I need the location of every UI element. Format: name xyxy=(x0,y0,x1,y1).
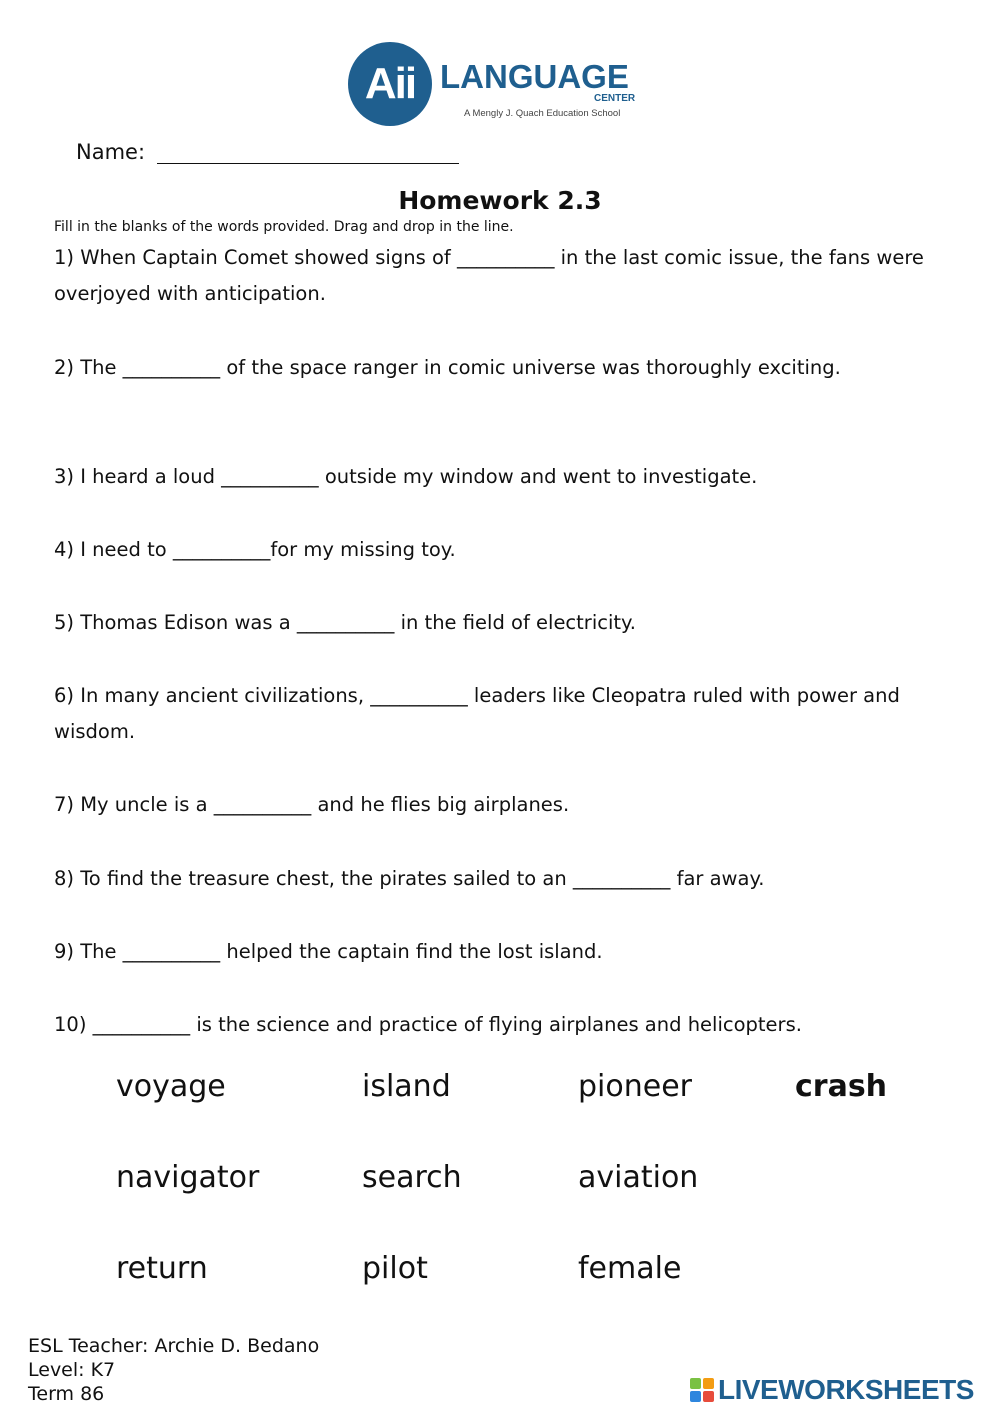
question-7[interactable]: 7) My uncle is a __________ and he flies big airplanes. xyxy=(54,793,570,816)
word-return[interactable]: return xyxy=(116,1251,208,1286)
logo-subtext: CENTER xyxy=(594,93,636,104)
question-2[interactable]: 2) The __________ of the space ranger in comic universe was thoroughly exciting. xyxy=(54,356,841,379)
question-5[interactable]: 5) Thomas Edison was a __________ in the field of electricity. xyxy=(54,611,636,634)
word-female[interactable]: female xyxy=(578,1251,682,1286)
liveworksheets-brand xyxy=(690,1374,974,1406)
question-1[interactable]: 1) When Captain Comet showed signs of __________ in the last comic issue, the fans were overjoyed with anticipation. xyxy=(54,246,924,305)
question-9[interactable]: 9) The __________ helped the captain find the lost island. xyxy=(54,940,603,963)
word-crash[interactable]: crash xyxy=(795,1069,888,1104)
word-navigator[interactable]: navigator xyxy=(116,1160,260,1195)
question-8[interactable]: 8) To find the treasure chest, the pirates sailed to an __________ far away. xyxy=(54,867,765,890)
liveworksheets-icon xyxy=(690,1378,714,1402)
page-title: Homework 2.3 xyxy=(398,186,602,215)
logo-wordmark: LANGUAGE xyxy=(440,58,629,95)
word-island[interactable]: island xyxy=(362,1069,451,1104)
logo-mark: Aii xyxy=(364,59,416,108)
name-row xyxy=(76,140,459,164)
liveworksheets-wordmark: LIVEWORKSHEETS xyxy=(718,1374,974,1405)
logo-tagline: A Mengly J. Quach Education School xyxy=(464,108,621,119)
logo xyxy=(348,42,638,132)
logo-badge xyxy=(348,42,432,126)
teacher-label: ESL Teacher: Archie D. Bedano xyxy=(28,1335,320,1357)
term-label: Term 86 xyxy=(28,1383,105,1405)
word-pioneer[interactable]: pioneer xyxy=(578,1069,692,1104)
name-label: Name: xyxy=(76,140,146,164)
word-aviation[interactable]: aviation xyxy=(578,1160,699,1195)
question-4[interactable]: 4) I need to __________for my missing toy. xyxy=(54,538,456,561)
question-3[interactable]: 3) I heard a loud __________ outside my window and went to investigate. xyxy=(54,465,758,488)
level-label: Level: K7 xyxy=(28,1359,116,1381)
word-voyage[interactable]: voyage xyxy=(116,1069,226,1104)
name-field[interactable] xyxy=(157,143,459,164)
word-pilot[interactable]: pilot xyxy=(362,1251,428,1286)
question-6[interactable]: 6) In many ancient civilizations, __________ leaders like Cleopatra ruled with power and wisdom. xyxy=(54,684,900,743)
word-search[interactable]: search xyxy=(362,1160,462,1195)
instructions: Fill in the blanks of the words provided. Drag and drop in the line. xyxy=(54,219,514,235)
question-10[interactable]: 10) __________ is the science and practice of flying airplanes and helicopters. xyxy=(54,1013,802,1036)
